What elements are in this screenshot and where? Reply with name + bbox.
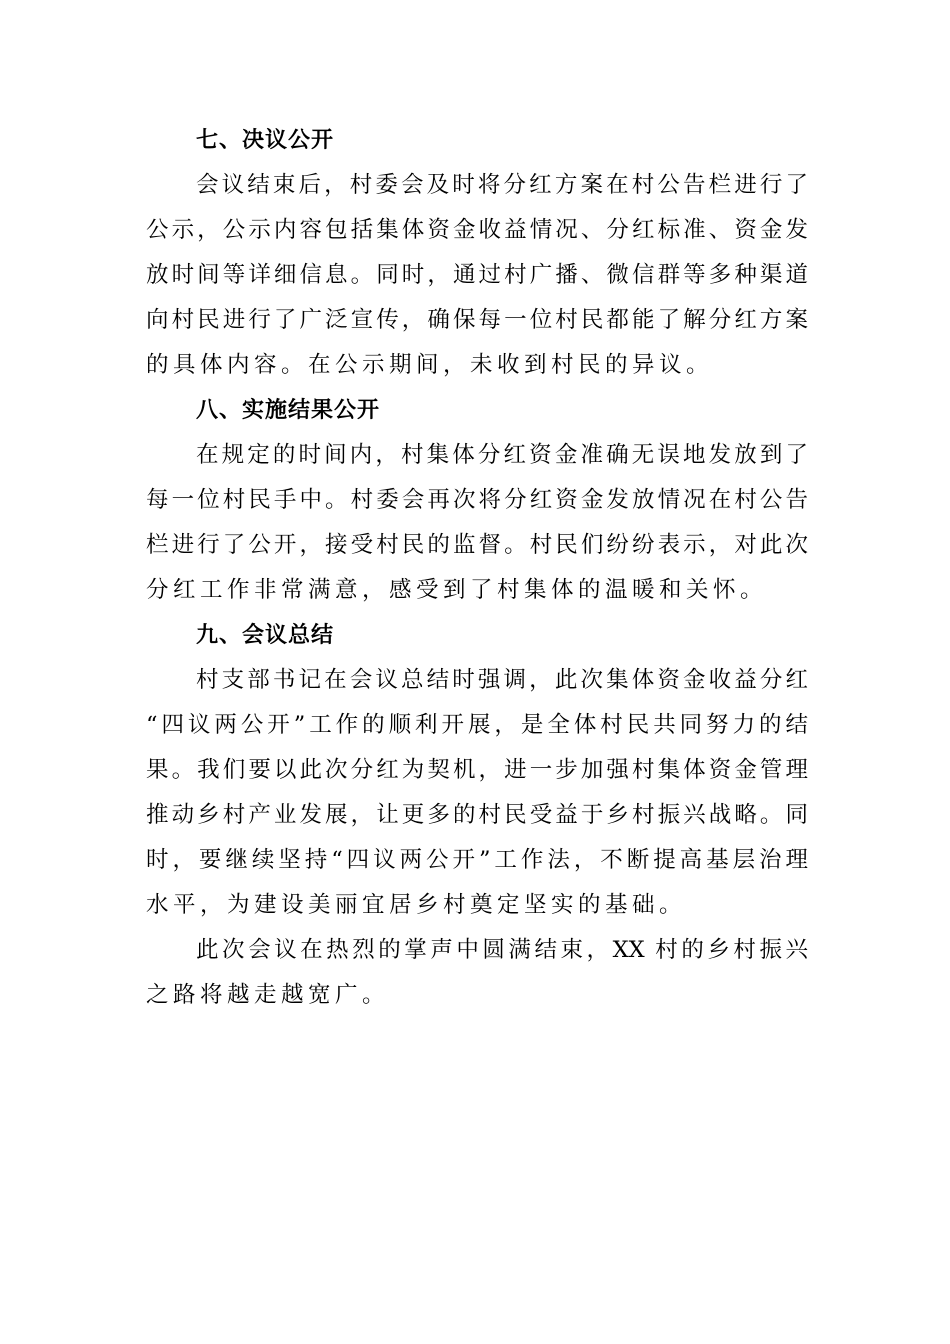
text-line: 每一位村民手中。村委会再次将分红资金发放情况在村公告 bbox=[146, 487, 808, 513]
text-line: 水平，为建设美丽宜居乡村奠定坚实的基础。 bbox=[146, 892, 687, 918]
section-heading-9: 九、会议总结 bbox=[196, 623, 335, 648]
text-line: 村支部书记在会议总结时强调，此次集体资金收益分红 bbox=[196, 667, 808, 693]
text-line: 的具体内容。在公示期间，未收到村民的异议。 bbox=[146, 352, 714, 378]
text-line: 此次会议在热烈的掌声中圆满结束，XX 村的乡村振兴 bbox=[196, 937, 808, 963]
text-line: 分红工作非常满意，感受到了村集体的温暖和关怀。 bbox=[146, 577, 768, 603]
text-line: “四议两公开”工作的顺利开展，是全体村民共同努力的结 bbox=[146, 712, 808, 738]
closing-paragraph bbox=[146, 928, 808, 1018]
text-line: 公示，公示内容包括集体资金收益情况、分红标准、资金发 bbox=[146, 217, 808, 243]
text-line: 栏进行了公开，接受村民的监督。村民们纷纷表示，对此次 bbox=[146, 532, 808, 558]
section-9-paragraph bbox=[146, 658, 808, 928]
section-8-paragraph bbox=[146, 433, 808, 613]
text-line: 时，要继续坚持“四议两公开”工作法，不断提高基层治理 bbox=[146, 847, 808, 873]
section-heading-7: 七、决议公开 bbox=[196, 128, 335, 153]
text-line: 推动乡村产业发展，让更多的村民受益于乡村振兴战略。同 bbox=[146, 802, 808, 828]
text-line: 会议结束后，村委会及时将分红方案在村公告栏进行了 bbox=[196, 172, 808, 198]
section-heading-8: 八、实施结果公开 bbox=[196, 398, 381, 423]
text-line: 放时间等详细信息。同时，通过村广播、微信群等多种渠道 bbox=[146, 262, 808, 288]
document-body bbox=[146, 118, 808, 1018]
text-line: 在规定的时间内，村集体分红资金准确无误地发放到了 bbox=[196, 442, 808, 468]
section-7-paragraph bbox=[146, 163, 808, 388]
text-line: 向村民进行了广泛宣传，确保每一位村民都能了解分红方案 bbox=[146, 307, 808, 333]
text-line: 果。我们要以此次分红为契机，进一步加强村集体资金管理 bbox=[146, 757, 808, 783]
text-line: 之路将越走越宽广。 bbox=[146, 982, 390, 1008]
